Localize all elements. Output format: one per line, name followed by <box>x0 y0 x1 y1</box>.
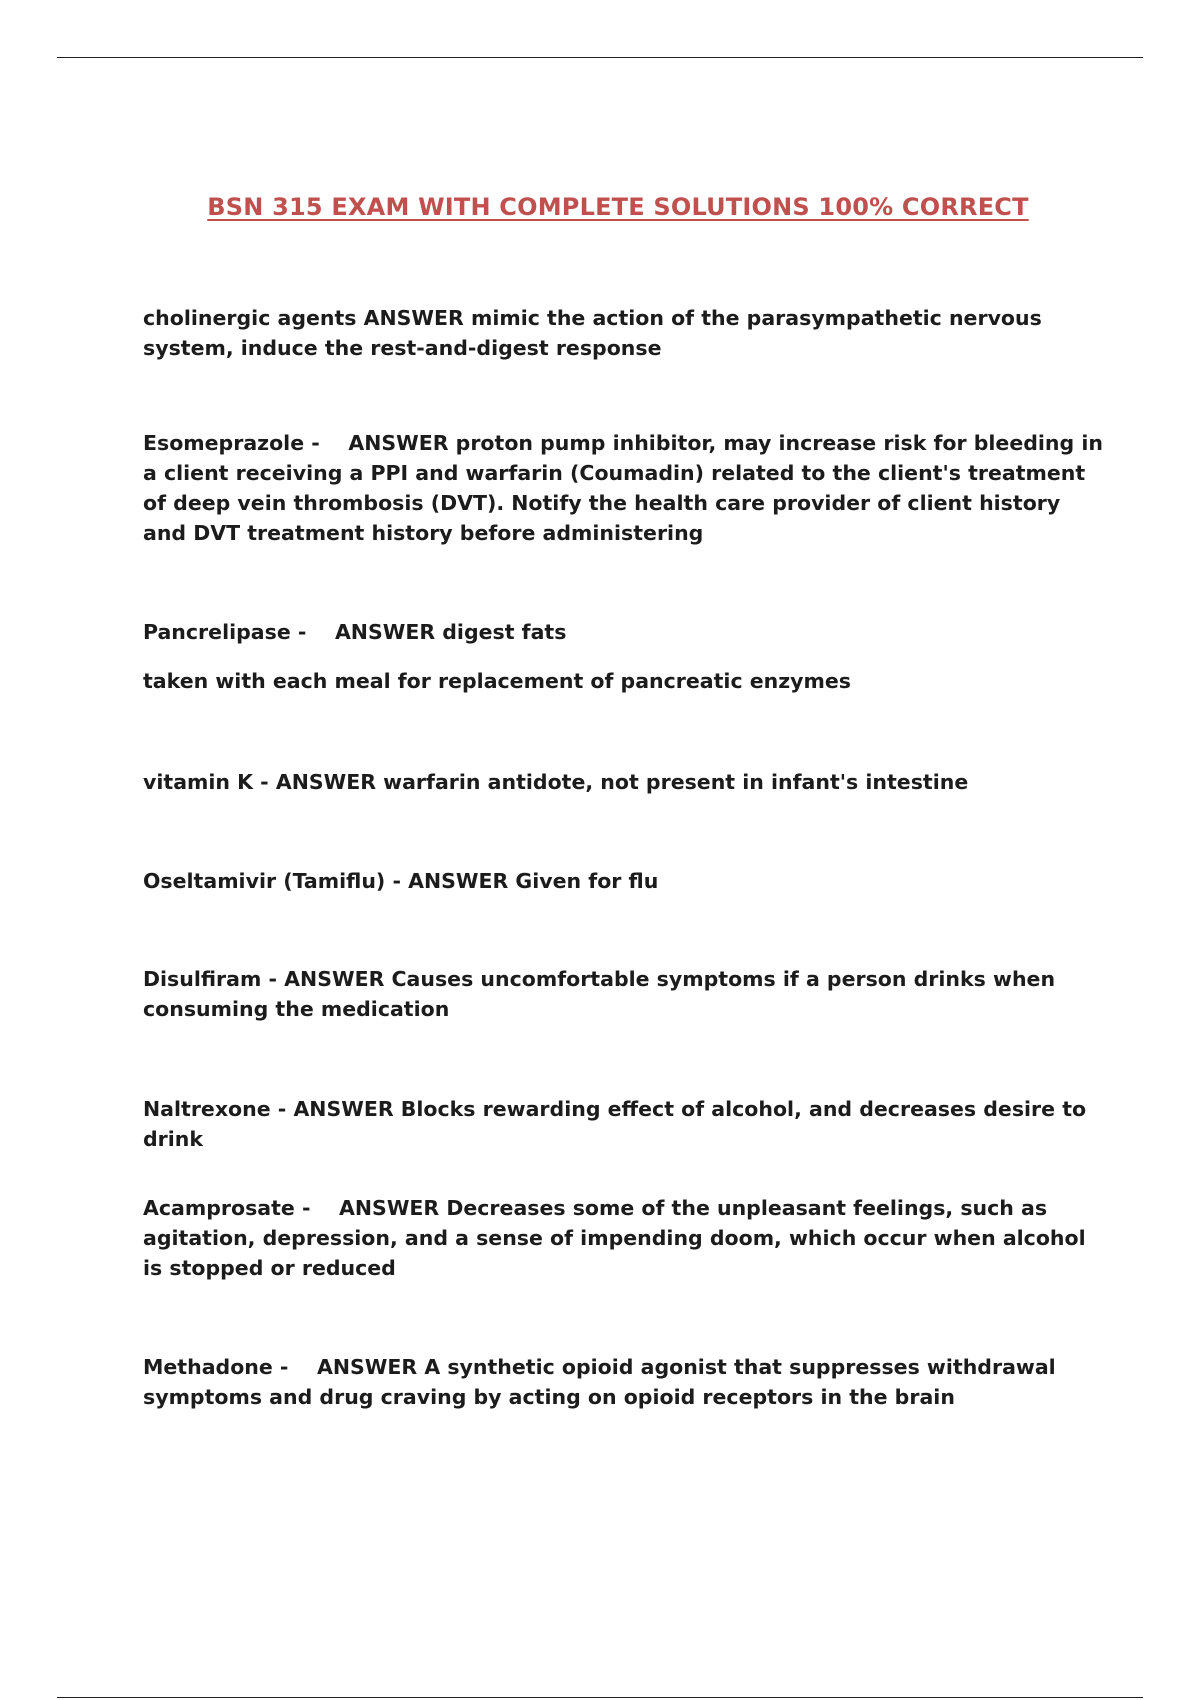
entry-term: Methadone <box>143 1355 273 1379</box>
entry-answer: taken with each meal for replacement of pancreatic enzymes <box>143 669 851 693</box>
qa-entry-methadone <box>143 1352 1103 1412</box>
qa-entry-pancrelipase <box>143 617 1103 647</box>
entry-separator: - <box>261 967 285 991</box>
entry-answer: ANSWER warfarin antidote, not present in infant's intestine <box>275 770 969 794</box>
entry-term: Disulfiram <box>143 967 262 991</box>
document-title: BSN 315 EXAM WITH COMPLETE SOLUTIONS 100% CORRECT <box>207 193 1029 221</box>
qa-entry-esomeprazole <box>143 428 1111 548</box>
entry-answer: ANSWER A synthetic opioid agonist that suppresses withdrawal symptoms and drug craving by acting on opioid receptors in the brain <box>143 1355 1063 1409</box>
qa-entry-oseltamivir <box>143 866 1103 896</box>
qa-entry-acamprosate <box>143 1193 1103 1283</box>
entry-answer: ANSWER Decreases some of the unpleasant feelings, such as agitation, depression, and a sense of impending doom, which occur when alcohol is stopped or reduced <box>143 1196 1093 1280</box>
entry-term: Naltrexone <box>143 1097 271 1121</box>
entry-answer: ANSWER Causes uncomfortable symptoms if a person drinks when consuming the medication <box>143 967 1063 1021</box>
entry-answer: ANSWER Blocks rewarding effect of alcohol, and decreases desire to drink <box>143 1097 1094 1151</box>
entry-answer: ANSWER mimic the action of the parasympathetic nervous system, induce the rest-and-digest response <box>143 306 1049 360</box>
entry-term: Oseltamivir (Tamiflu) <box>143 869 386 893</box>
entry-separator: - <box>272 1355 317 1379</box>
entry-term: Pancrelipase <box>143 620 291 644</box>
entry-separator: - <box>253 770 276 794</box>
entry-separator: - <box>304 431 349 455</box>
entry-separator <box>357 306 364 330</box>
entry-term: Esomeprazole <box>143 431 305 455</box>
entry-answer: ANSWER Given for flu <box>408 869 659 893</box>
header-rule <box>57 57 1143 58</box>
qa-entry-disulfiram <box>143 964 1103 1024</box>
qa-entry-cholinergic-agents <box>143 303 1103 363</box>
entry-term: cholinergic agents <box>143 306 357 330</box>
entry-term: vitamin K <box>143 770 254 794</box>
entry-separator: - <box>385 869 409 893</box>
qa-entry-naltrexone <box>143 1094 1103 1154</box>
entry-separator: - <box>270 1097 294 1121</box>
entry-separator: - <box>290 620 335 644</box>
footer-rule <box>57 1697 1143 1698</box>
entry-answer: ANSWER proton pump inhibitor, may increase risk for bleeding in a client receiving a PPI and warfarin (Coumadin) related to the client's treatment of deep vein thrombosis (DVT). Notify the health care provider of client history and DVT treatment history before administering <box>143 431 1111 545</box>
qa-entry-pancrelipase-note <box>143 666 1103 696</box>
qa-entry-vitamin-k <box>143 767 1103 797</box>
entry-answer: ANSWER digest fats <box>334 620 567 644</box>
entry-term: Acamprosate <box>143 1196 295 1220</box>
entry-separator: - <box>294 1196 340 1220</box>
